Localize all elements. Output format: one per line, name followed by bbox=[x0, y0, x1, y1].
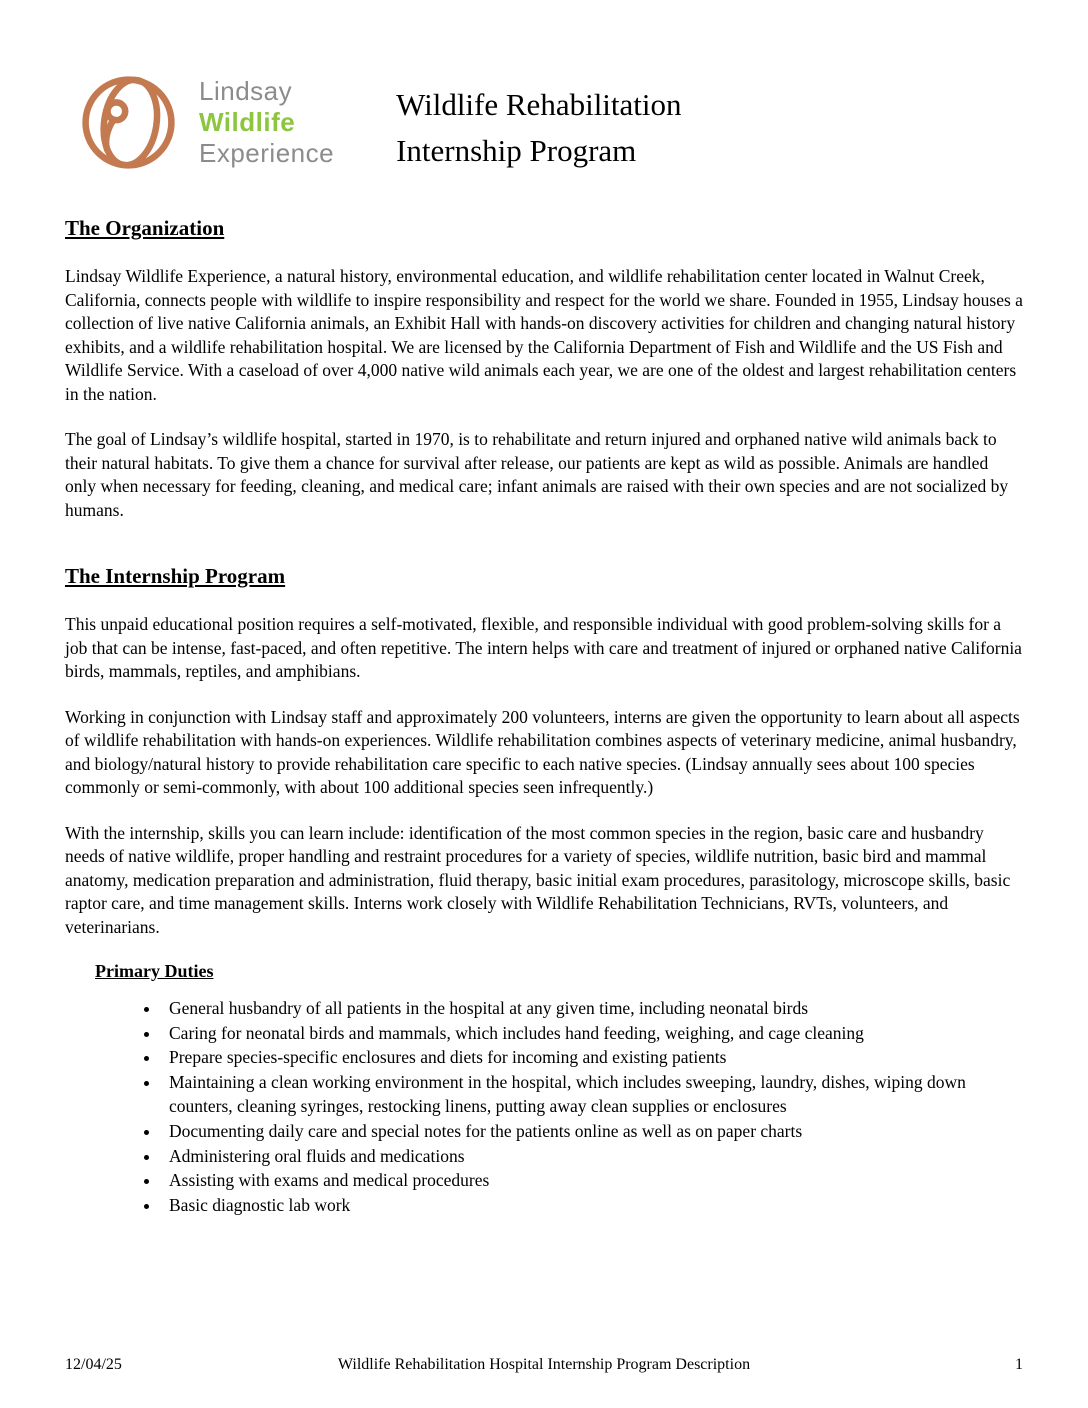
document-title bbox=[396, 82, 681, 174]
organization-paragraph-2: The goal of Lindsay’s wildlife hospital, started in 1970, is to rehabilitate and return injured and orphaned native wild animals back to their natural habitats. To give them a chance for survival after release, our patients are kept as wild as possible. Animals are handled only when necessary for feeding, cleaning, and medical care; infant animals are raised with their own species and are not socialized by humans. bbox=[65, 429, 1009, 520]
logo-text-wildlife: Wildlife bbox=[199, 107, 296, 137]
section-heading-organization: The Organization bbox=[65, 216, 225, 240]
lindsay-wildlife-logo-icon bbox=[80, 74, 177, 171]
duty-item: • Administering oral fluids and medications bbox=[161, 1144, 1023, 1169]
logo-pin-stem bbox=[106, 120, 113, 150]
internship-paragraph-1: This unpaid educational position requires a self-motivated, flexible, and responsible individual with good problem-solving skills for a job that can be intense, fast-paced, and often repetitive. The intern helps with care and treatment of injured or orphaned native California birds, mammals, reptiles, and amphibians. bbox=[65, 614, 1022, 681]
organization-paragraph-1: Lindsay Wildlife Experience, a natural history, environmental education, and wildlife rehabilitation center located in Walnut Creek, California, connects people with wildlife to inspire responsibility and respect for the world we share. Founded in 1955, Lindsay houses a collection of live native California animals, an Exhibit Hall with hands-on discovery activities for children and changing natural history exhibits, and a wildlife rehabilitation hospital. We are licensed by the California Department of Fish and Wildlife and the US Fish and Wildlife Service. With a caseload of over 4,000 native wild animals each year, we are one of the oldest and largest rehabilitation centers in the nation. bbox=[65, 266, 1023, 404]
internship-paragraph-3: With the internship, skills you can learn include: identification of the most common species in the region, basic care and husbandry needs of native wildlife, proper handling and restraint procedures for a variety of species, wildlife nutrition, basic bird and mammal anatomy, medication preparation and administration, fluid therapy, basic initial exam procedures, parasitology, microscope skills, basic raptor care, and time management skills. Interns work closely with Wildlife Rehabilitation Technicians, RVTs, volunteers, and veterinarians. bbox=[65, 822, 1011, 937]
footer-page-number: 1 bbox=[1015, 1356, 1023, 1373]
subsection-heading-primary-duties: Primary Duties bbox=[95, 961, 214, 981]
duty-item: • Basic diagnostic lab work bbox=[161, 1193, 1023, 1218]
document-header bbox=[0, 0, 1088, 174]
footer-document-description: Wildlife Rehabilitation Hospital Internship Program Description bbox=[337, 1356, 751, 1373]
document-footer bbox=[65, 1356, 1023, 1374]
logo-wordmark bbox=[199, 76, 334, 169]
document-body bbox=[0, 216, 1088, 1217]
footer-date: 12/04/25 bbox=[65, 1356, 122, 1373]
internship-paragraph-2: Working in conjunction with Lindsay staff and approximately 200 volunteers, interns are given the opportunity to learn about all aspects of wildlife rehabilitation with hands-on experiences. Wildlife rehabilitation combines aspects of veterinary medicine, animal husbandry, and biology/natural history to provide rehabilitation care specific to each native species. (Lindsay annually sees about 100 species commonly or semi-commonly, with about 100 additional species seen infrequently.) bbox=[65, 706, 1020, 797]
logo-pin-head bbox=[108, 102, 126, 120]
logo-text-experience: Experience bbox=[199, 138, 335, 168]
duty-item: • Prepare species-specific enclosures and diets for incoming and existing patients bbox=[161, 1045, 1023, 1070]
document-title-line2: Internship Program bbox=[396, 133, 637, 168]
primary-duties-list bbox=[133, 996, 1023, 1217]
section-heading-internship-program: The Internship Program bbox=[65, 564, 286, 588]
lindsay-logo bbox=[80, 74, 334, 171]
logo-text-lindsay: Lindsay bbox=[199, 76, 293, 106]
document-title-line1: Wildlife Rehabilitation bbox=[396, 87, 682, 122]
duty-item: • Documenting daily care and special notes for the patients online as well as on paper charts bbox=[161, 1119, 1023, 1144]
duty-item: • Caring for neonatal birds and mammals, which includes hand feeding, weighing, and cage cleaning bbox=[161, 1021, 1023, 1046]
duty-item: • Maintaining a clean working environment in the hospital, which includes sweeping, laundry, dishes, wiping down counters, cleaning syringes, restocking linens, putting away clean supplies or enclosures bbox=[161, 1070, 1023, 1119]
duty-item: • Assisting with exams and medical procedures bbox=[161, 1168, 1023, 1193]
duty-item: • General husbandry of all patients in the hospital at any given time, including neonatal birds bbox=[161, 996, 1023, 1021]
